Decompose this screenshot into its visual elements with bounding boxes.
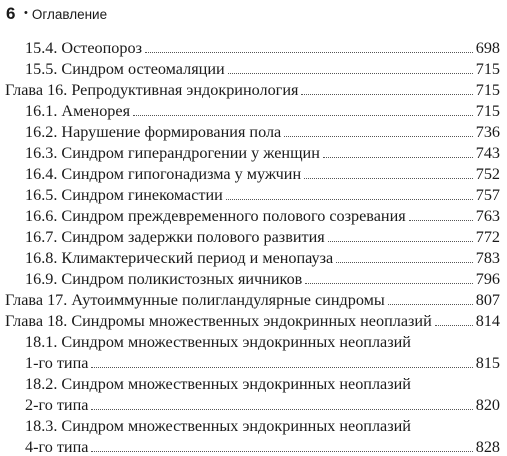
toc-entry-page: 743 xyxy=(475,144,500,162)
toc-entry-page: 757 xyxy=(475,186,500,204)
toc-entry-page: 796 xyxy=(475,270,500,288)
toc-chapter-entry[interactable] xyxy=(5,308,500,330)
bullet-icon: • xyxy=(23,7,28,19)
toc-entry-page: 807 xyxy=(475,291,500,309)
toc-entry-title: 15.4. Остеопороз xyxy=(25,39,142,57)
toc-chapter-entry[interactable] xyxy=(5,77,500,99)
dot-leader xyxy=(304,178,473,179)
toc-entry-page: 783 xyxy=(475,249,500,267)
toc-entry[interactable] xyxy=(25,245,500,267)
toc-entry[interactable] xyxy=(25,161,500,183)
toc-entry-title: 18.2. Синдром множественных эндокринных неоплазий xyxy=(25,375,411,393)
toc-entry-title: 16.6. Синдром преждевременного полового созревания xyxy=(25,207,406,225)
toc-entry[interactable] xyxy=(25,392,500,414)
dot-leader xyxy=(323,157,473,158)
toc-entry-title: 15.5. Синдром остеомаляции xyxy=(25,60,225,78)
toc-chapter-entry[interactable] xyxy=(5,287,500,309)
toc-entry[interactable] xyxy=(25,224,500,246)
dot-leader xyxy=(328,241,473,242)
toc-entry-page: 814 xyxy=(475,312,500,330)
toc-entry[interactable] xyxy=(25,140,500,162)
dot-leader xyxy=(133,115,473,116)
toc-entry[interactable] xyxy=(25,203,500,225)
toc-entry[interactable] xyxy=(25,119,500,141)
toc-entry[interactable] xyxy=(25,182,500,204)
dot-leader xyxy=(228,73,473,74)
toc-entry-line[interactable] xyxy=(25,371,500,393)
dot-leader xyxy=(91,451,472,452)
dot-leader xyxy=(305,283,472,284)
toc-entry[interactable] xyxy=(25,35,500,57)
toc-entry-title: 18.1. Синдром множественных эндокринных неоплазий xyxy=(25,333,411,351)
dot-leader xyxy=(226,199,473,200)
toc-entry-page: 736 xyxy=(475,123,500,141)
page-number: 6 xyxy=(6,4,16,23)
dot-leader xyxy=(336,262,473,263)
toc-entry[interactable] xyxy=(25,98,500,120)
toc-entry-page: 815 xyxy=(475,354,500,372)
dot-leader xyxy=(284,136,472,137)
toc-entry-page: 772 xyxy=(475,228,500,246)
dot-leader xyxy=(91,367,472,368)
toc-entry-page: 820 xyxy=(475,396,500,414)
toc-entry-title: 4-го типа xyxy=(25,438,89,456)
toc-entry-title: 16.9. Синдром поликистозных яичников xyxy=(25,270,303,288)
toc-entry-title: 1-го типа xyxy=(25,354,89,372)
toc-entry[interactable] xyxy=(25,350,500,372)
dot-leader xyxy=(145,52,473,53)
running-title: Оглавление xyxy=(31,6,108,22)
toc-entry-title: Глава 18. Синдромы множественных эндокринных неоплазий xyxy=(5,312,432,330)
toc-entry-title: Глава 16. Репродуктивная эндокринология xyxy=(5,81,299,99)
toc-entry-title: 16.5. Синдром гинекомастии xyxy=(25,186,223,204)
toc-entry-title: 16.2. Нарушение формирования пола xyxy=(25,123,282,141)
toc-entry-title: Глава 17. Аутоиммунные полигландулярные синдромы xyxy=(5,291,385,309)
toc-entry-title: 16.4. Синдром гипогонадизма у мужчин xyxy=(25,165,302,183)
toc-entry-title: 2-го типа xyxy=(25,396,89,414)
toc-entry-line[interactable] xyxy=(25,413,500,435)
toc-entry-page: 715 xyxy=(475,60,500,78)
toc-entry-page: 715 xyxy=(475,81,500,99)
toc-entry-title: 16.8. Климактерический период и менопауза xyxy=(25,249,334,267)
dot-leader xyxy=(409,220,473,221)
toc-entry-page: 715 xyxy=(475,102,500,120)
toc-entry[interactable] xyxy=(25,56,500,78)
toc-entry[interactable] xyxy=(25,266,500,288)
toc-entry-line[interactable] xyxy=(25,329,500,351)
toc-entry-title: 18.3. Синдром множественных эндокринных неоплазий xyxy=(25,417,411,435)
page-header xyxy=(6,2,107,26)
dot-leader xyxy=(91,409,472,410)
dot-leader xyxy=(388,304,473,305)
toc-entry-title: 16.7. Синдром задержки полового развития xyxy=(25,228,325,246)
toc-entry-title: 16.3. Синдром гиперандрогении у женщин xyxy=(25,144,320,162)
toc-entry-page: 698 xyxy=(475,39,500,57)
dot-leader xyxy=(301,94,472,95)
toc-entry[interactable] xyxy=(25,434,500,456)
toc-entry-page: 828 xyxy=(475,438,500,456)
toc-entry-page: 752 xyxy=(475,165,500,183)
toc-entry-title: 16.1. Аменорея xyxy=(25,102,131,120)
toc-entry-page: 763 xyxy=(475,207,500,225)
dot-leader xyxy=(435,325,473,326)
